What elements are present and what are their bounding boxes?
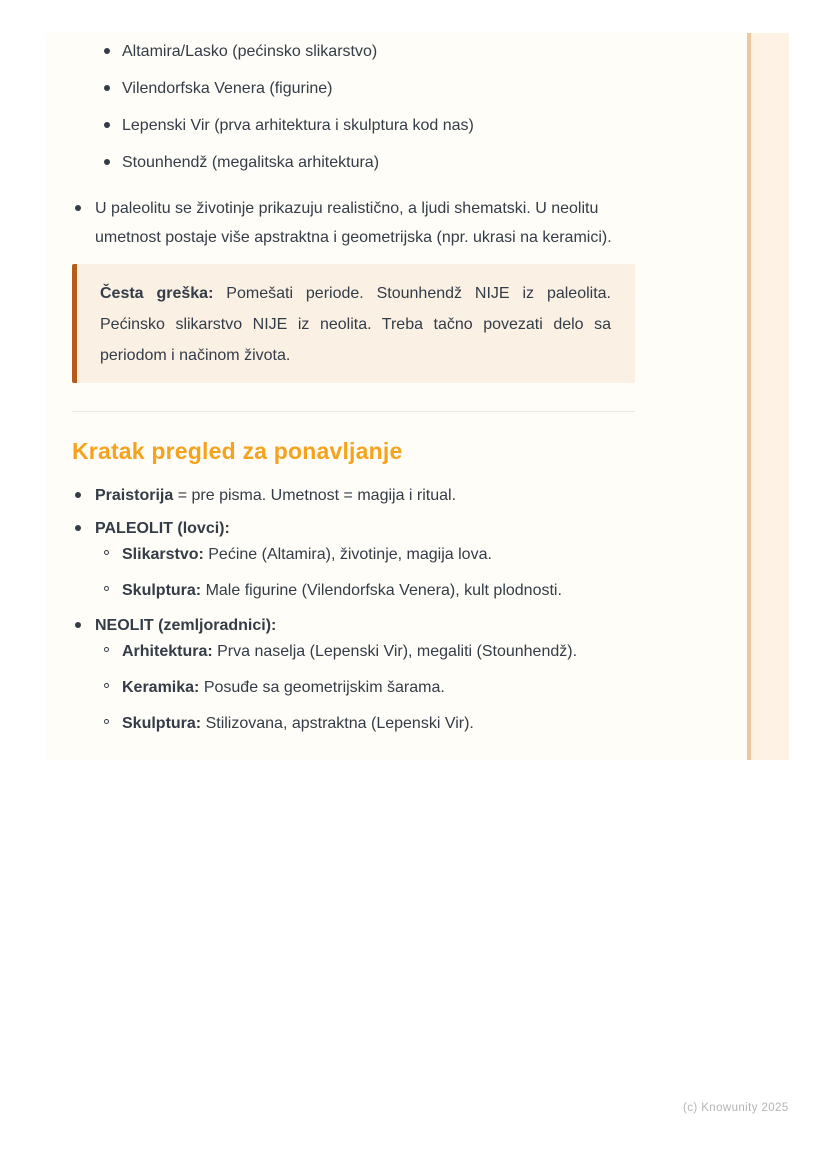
item-label: Praistorija bbox=[95, 487, 174, 504]
section-divider bbox=[72, 411, 635, 412]
sub-item-label: Slikarstvo: bbox=[122, 546, 204, 563]
item-text: = pre pisma. Umetnost = magija i ritual. bbox=[173, 487, 457, 504]
item-label: NEOLIT (zemljoradnici): bbox=[95, 617, 277, 634]
sub-list-item bbox=[95, 713, 635, 734]
sub-item-label: Keramika: bbox=[122, 679, 200, 696]
bullet-circle-icon bbox=[104, 647, 109, 652]
callout-label: Česta greška: bbox=[100, 285, 214, 302]
sub-item-text: Posuđe sa geometrijskim šarama. bbox=[199, 679, 445, 696]
bullet-dot-icon bbox=[75, 492, 81, 498]
sub-list bbox=[95, 544, 635, 601]
sub-item-label: Skulptura: bbox=[122, 582, 202, 599]
section-title: Kratak pregled za ponavljanje bbox=[72, 438, 403, 464]
list-item bbox=[72, 152, 635, 173]
sub-list bbox=[95, 641, 635, 734]
bullet-circle-icon bbox=[104, 586, 109, 591]
bullet-dot-icon bbox=[75, 205, 81, 211]
list-item bbox=[72, 115, 635, 136]
bullet-dot-icon bbox=[104, 122, 110, 128]
bullet-dot-icon bbox=[104, 48, 110, 54]
bullet-dot-icon bbox=[75, 622, 81, 628]
list-item bbox=[72, 615, 635, 734]
note-bullet-paragraph bbox=[72, 194, 635, 252]
sub-list-item bbox=[95, 544, 635, 565]
copyright-notice: (c) Knowunity 2025 bbox=[683, 1102, 789, 1114]
page-edge-decoration bbox=[747, 33, 789, 760]
list-item bbox=[72, 78, 635, 99]
list-item bbox=[72, 518, 635, 601]
sub-item-text: Male figurine (Vilendorfska Venera), kult plodnosti. bbox=[201, 582, 562, 599]
common-mistake-callout bbox=[72, 264, 635, 383]
bullet-dot-icon bbox=[104, 85, 110, 91]
bullet-circle-icon bbox=[104, 550, 109, 555]
bullet-circle-icon bbox=[104, 683, 109, 688]
bullet-circle-icon bbox=[104, 719, 109, 724]
callout-text: Pomešati periode. Stounhendž NIJE iz paleolita. Pećinsko slikarstvo NIJE iz neolita. Treba tačno povezati delo sa periodom i načinom života. bbox=[100, 285, 611, 364]
list-item-text: Stounhendž (megalitska arhitektura) bbox=[122, 154, 380, 171]
sub-list-item bbox=[95, 641, 635, 662]
sub-list-item bbox=[95, 580, 635, 601]
list-item bbox=[72, 41, 635, 62]
review-list bbox=[72, 485, 635, 734]
sub-item-label: Arhitektura: bbox=[122, 643, 213, 660]
bullet-dot-icon bbox=[75, 525, 81, 531]
bullet-dot-icon bbox=[104, 159, 110, 165]
list-item bbox=[72, 485, 635, 506]
document-page bbox=[45, 33, 789, 760]
key-works-list bbox=[72, 41, 635, 173]
item-label: PALEOLIT (lovci): bbox=[95, 520, 230, 537]
list-item-text: Vilendorfska Venera (figurine) bbox=[122, 80, 333, 97]
list-item-text: Lepenski Vir (prva arhitektura i skulptura kod nas) bbox=[122, 117, 474, 134]
list-item-text: Altamira/Lasko (pećinsko slikarstvo) bbox=[122, 43, 378, 60]
sub-item-text: Prva naselja (Lepenski Vir), megaliti (Stounhendž). bbox=[212, 643, 578, 660]
sub-item-text: Stilizovana, apstraktna (Lepenski Vir). bbox=[201, 715, 474, 732]
note-text: U paleolitu se životinje prikazuju realistično, a ljudi shematski. U neolitu umetnost postaje više apstraktna i geometrijska (npr. ukrasi na keramici). bbox=[95, 200, 612, 246]
sub-list-item bbox=[95, 677, 635, 698]
sub-item-label: Skulptura: bbox=[122, 715, 202, 732]
sub-item-text: Pećine (Altamira), životinje, magija lova. bbox=[203, 546, 492, 563]
page-content bbox=[72, 41, 635, 748]
